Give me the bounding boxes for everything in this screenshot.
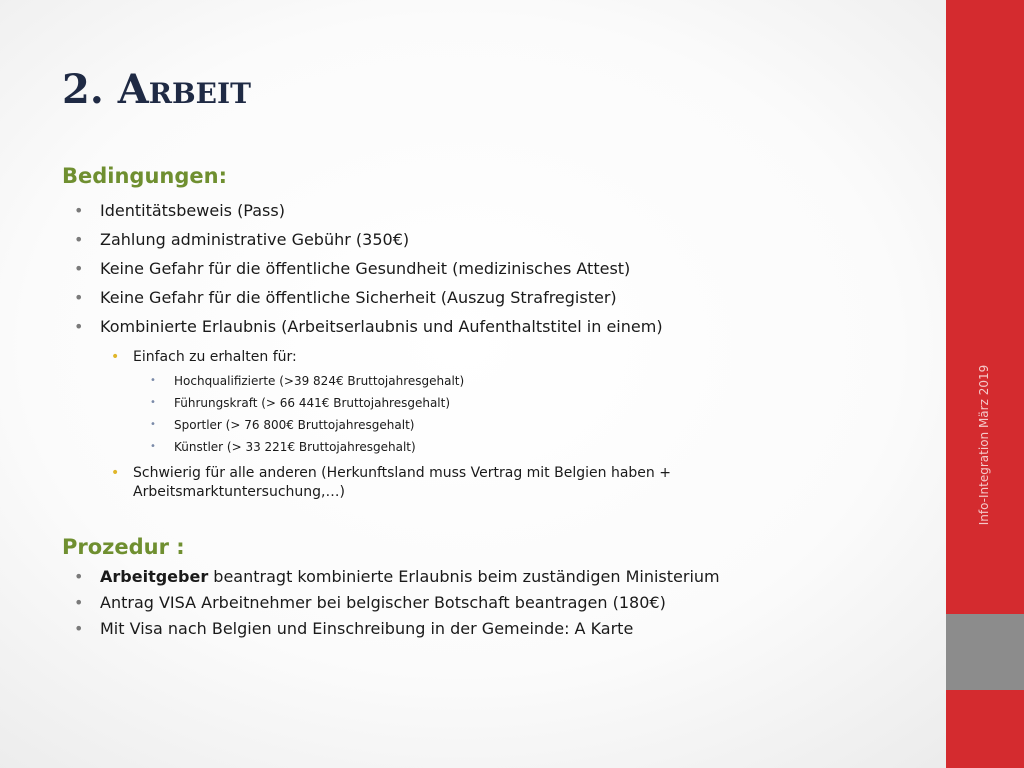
list-item: • Hochqualifizierte (>39 824€ Bruttojahresgehalt) <box>174 370 674 392</box>
title-word-first: A <box>117 66 149 113</box>
hard-list <box>133 464 773 502</box>
sidebar-red-bottom <box>946 690 1024 768</box>
sidebar-date-text: Info-Integration März 2019 <box>977 364 991 526</box>
prozedur-list <box>100 564 760 642</box>
hard-item-line2: Arbeitsmarktuntersuchung,…) <box>133 484 345 500</box>
prozedur-heading: Prozedur : <box>62 535 185 559</box>
list-item: • Führungskraft (> 66 441€ Bruttojahresgehalt) <box>174 392 674 414</box>
item1-rest: beantragt kombinierte Erlaubnis beim zuständigen Ministerium <box>208 567 720 586</box>
list-item: • Zahlung administrative Gebühr (350€) <box>100 225 760 254</box>
easy-list <box>133 346 773 368</box>
list-item: • Antrag VISA Arbeitnehmer bei belgischer Botschaft beantragen (180€) <box>100 590 760 616</box>
easy-sublist <box>174 370 674 458</box>
list-item <box>100 564 760 590</box>
hard-item-line1: Schwierig für alle anderen (Herkunftsland muss Vertrag mit Belgien haben + <box>133 465 671 481</box>
list-item: • Künstler (> 33 221€ Bruttojahresgehalt) <box>174 436 674 458</box>
hard-item <box>133 464 773 502</box>
easy-heading: • Einfach zu erhalten für: <box>133 346 773 368</box>
list-item: • Mit Visa nach Belgien und Einschreibung in der Gemeinde: A Karte <box>100 616 760 642</box>
sidebar-gray-block <box>946 614 1024 690</box>
title-word-rest: rbeit <box>148 66 251 113</box>
bedingungen-list <box>100 196 760 341</box>
list-item: • Keine Gefahr für die öffentliche Sicherheit (Auszug Strafregister) <box>100 283 760 312</box>
list-item: • Sportler (> 76 800€ Bruttojahresgehalt) <box>174 414 674 436</box>
list-item: • Kombinierte Erlaubnis (Arbeitserlaubnis und Aufenthaltstitel in einem) <box>100 312 760 341</box>
list-item: • Keine Gefahr für die öffentliche Gesundheit (medizinisches Attest) <box>100 254 760 283</box>
title-number: 2. <box>62 66 118 113</box>
arbeitgeber-bold: Arbeitgeber <box>100 567 209 586</box>
slide-title <box>62 66 251 113</box>
bedingungen-heading: Bedingungen: <box>62 164 227 188</box>
list-item: • Identitätsbeweis (Pass) <box>100 196 760 225</box>
